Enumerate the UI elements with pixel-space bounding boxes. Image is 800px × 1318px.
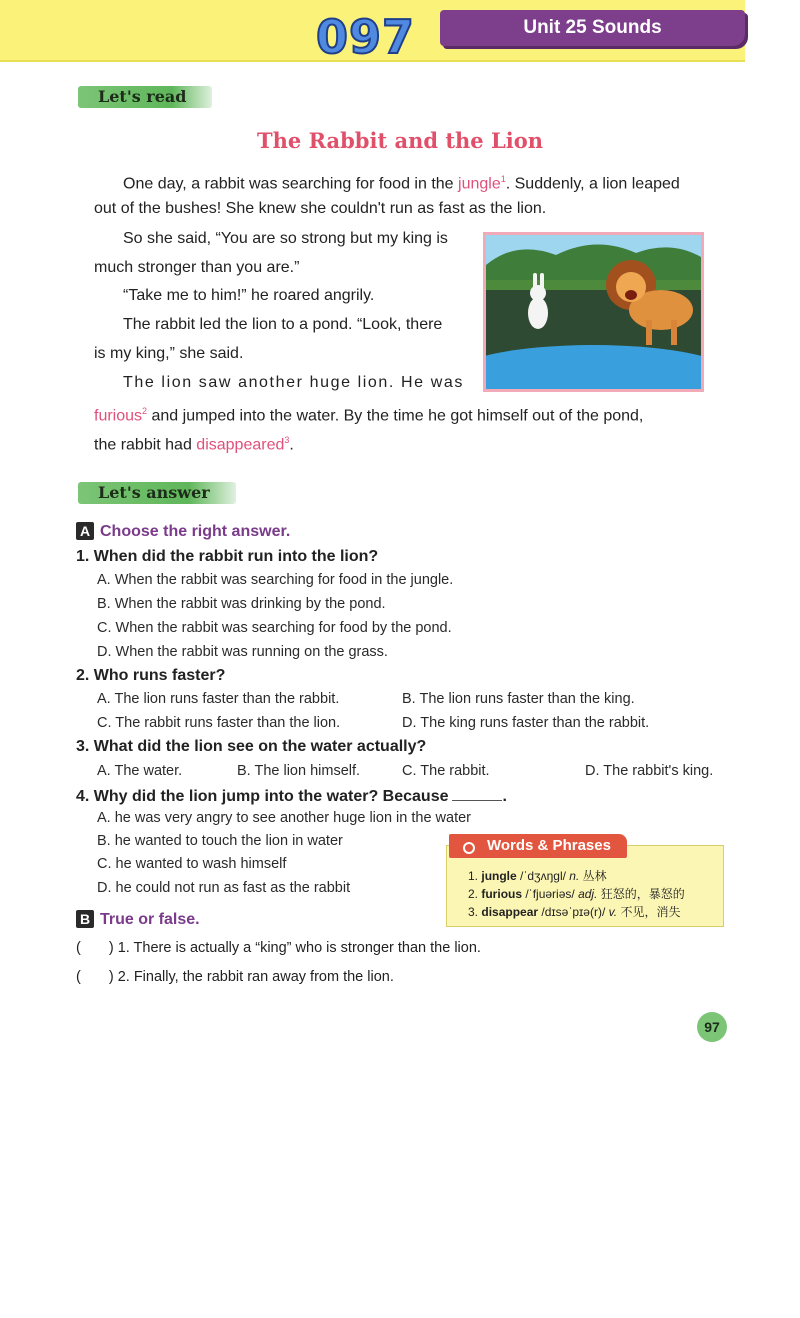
page-number: 97 [704,1019,720,1035]
part-b-letter: B [76,910,94,928]
big-page-number: 097 [316,10,416,64]
q3-option-c[interactable]: C. The rabbit. [402,763,490,779]
lets-answer-badge: Let's answer [78,482,236,504]
tf-1-text: ) 1. There is actually a “king” who is stronger than the lion. [108,940,481,956]
footnote-1: 1 [500,174,506,184]
paragraph-1-line-2: out of the bushes! She knew she couldn't run as fast as the lion. [94,200,547,217]
p5-line-3-text-b: . [289,436,294,454]
q3-option-d[interactable]: D. The rabbit's king. [585,763,714,779]
q2-option-c[interactable]: C. The rabbit runs faster than the lion. [97,715,341,731]
q4-option-b[interactable]: B. he wanted to touch the lion in water [97,833,343,849]
q2-option-a[interactable]: A. The lion runs faster than the rabbit. [97,691,340,707]
question-4-text: 4. Why did the lion jump into the water? Because [76,788,449,805]
q2-option-b[interactable]: B. The lion runs faster than the king. [402,691,635,707]
q2-option-d[interactable]: D. The king runs faster than the rabbit. [402,715,650,731]
words-phrases-tab [449,834,627,858]
part-b-heading [76,910,200,929]
q3-option-b[interactable]: B. The lion himself. [237,763,361,779]
paragraph-4-line-2: is my king,” she said. [94,345,244,362]
paragraph-3: “Take me to him!” he roared angrily. [123,287,375,304]
word-1-ipa: /ˈdʒʌŋgl/ [520,869,566,883]
story-title: The Rabbit and the Lion [257,128,543,153]
word-3-ipa: /dɪsəˈpɪə(r)/ [541,905,606,919]
footnote-2: 2 [142,406,148,416]
tf-2-paren-open: ( [76,969,81,985]
unit-title-tab [440,10,745,46]
tf-statement-2[interactable] [76,969,394,985]
word-1-num: 1. [468,869,479,883]
word-1: jungle [481,869,517,883]
paragraph-5-line-1: The lion saw another huge lion. He was [123,374,464,391]
lets-read-badge: Let's read [78,86,212,108]
words-phrases-title: Words & Phrases [487,837,611,854]
page-number-badge [697,1012,727,1042]
answer-blank[interactable] [452,786,502,801]
q1-option-c[interactable]: C. When the rabbit was searching for food by the pond. [97,620,452,636]
unit-title: Unit 25 Sounds [523,17,662,38]
q4-option-d[interactable]: D. he could not run as fast as the rabbit [97,880,351,896]
q1-option-d[interactable]: D. When the rabbit was running on the grass. [97,644,388,660]
part-a-heading [76,522,290,541]
paragraph-2-line-2: much stronger than you are.” [94,259,300,276]
word-2-meaning: 狂怒的，暴怒的 [600,887,685,901]
question-3: 3. What did the lion see on the water actually? [76,738,427,755]
p1-text-a: One day, a rabbit was searching for food in the [123,175,459,193]
word-entry-1 [468,867,607,884]
q4-option-a[interactable]: A. he was very angry to see another huge lion in the water [97,810,471,826]
tf-2-text: ) 2. Finally, the rabbit ran away from the lion. [108,969,394,985]
footnote-3: 3 [284,435,290,445]
word-1-meaning: 丛林 [582,869,607,883]
word-2: furious [481,887,523,901]
question-2: 2. Who runs faster? [76,667,226,684]
part-a-letter: A [76,522,94,540]
part-b-title: True or false. [100,911,200,928]
word-3: disappear [481,905,539,919]
paragraph-2-line-1: So she said, “You are so strong but my king is [123,230,448,247]
word-1-pos: n. [569,869,580,883]
vocab-disappeared: disappeared [196,436,285,454]
vocab-jungle: jungle [458,175,501,193]
q4-option-c[interactable]: C. he wanted to wash himself [97,856,287,872]
rabbit-lion-pond-image [486,235,701,389]
circle-icon [463,842,475,854]
p5-line-3-text-a: the rabbit had [94,436,197,454]
vocab-furious: furious [94,407,143,425]
question-1: 1. When did the rabbit run into the lion? [76,548,379,565]
question-4 [76,786,507,806]
q1-option-a[interactable]: A. When the rabbit was searching for food in the jungle. [97,572,454,588]
p5-line-2-text: and jumped into the water. By the time he got himself out of the pond, [147,407,644,425]
q3-option-a[interactable]: A. The water. [97,763,183,779]
paragraph-4-line-1: The rabbit led the lion to a pond. “Look, there [123,316,443,333]
word-3-meaning: 不见，消失 [620,905,681,919]
word-2-num: 2. [468,887,479,901]
q1-option-b[interactable]: B. When the rabbit was drinking by the pond. [97,596,386,612]
part-a-title: Choose the right answer. [100,523,291,540]
p1-text-b: . Suddenly, a lion leaped [505,175,680,193]
word-2-ipa: /ˈfjuəriəs/ [525,887,575,901]
tf-1-paren-open: ( [76,940,81,956]
word-3-pos: v. [608,905,618,919]
word-3-num: 3. [468,905,479,919]
tf-statement-1[interactable] [76,940,481,956]
word-entry-3 [468,903,680,920]
word-2-pos: adj. [578,887,598,901]
question-4-end: . [502,788,507,805]
story-illustration [483,232,704,392]
word-entry-2 [468,885,685,902]
paragraph-5-line-3 [94,426,294,459]
